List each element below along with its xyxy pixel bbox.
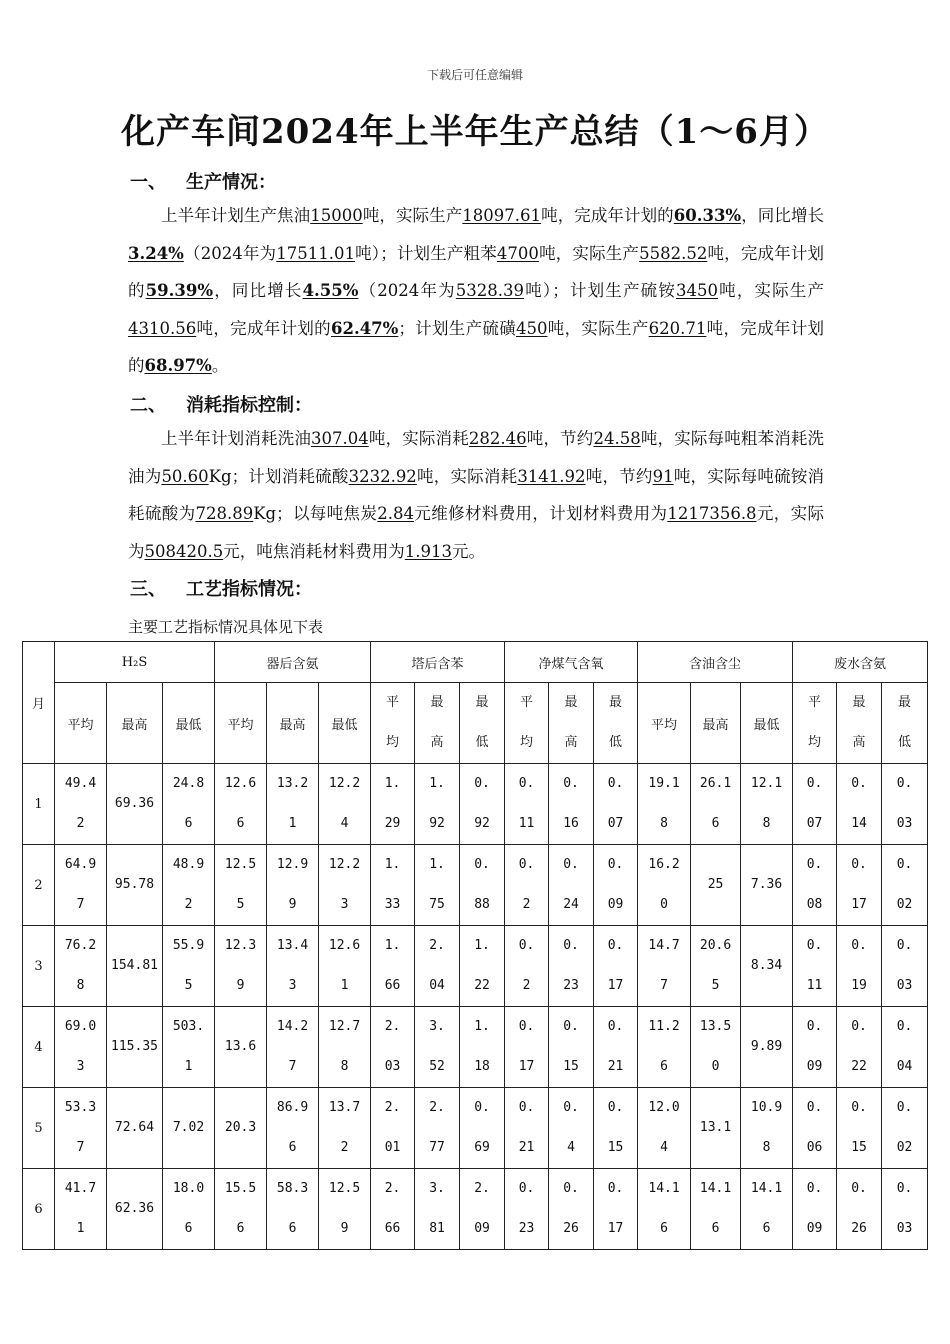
value: 68.97% [144, 356, 212, 376]
cell-value: 0.15 [607, 1100, 624, 1155]
cell-value: 0.03 [896, 776, 913, 831]
col-header-max: 最高 [549, 683, 594, 764]
table-cell [55, 926, 107, 1007]
table-cell [882, 764, 928, 845]
table-cell [163, 926, 215, 1007]
cell-value: 12.39 [224, 938, 257, 993]
table-cell [741, 1169, 793, 1250]
table-cell [594, 1169, 638, 1250]
table-row [23, 845, 928, 926]
table-cell [549, 1007, 594, 1088]
table-cell [594, 845, 638, 926]
table-cell [460, 1088, 505, 1169]
table-cell [741, 1007, 793, 1088]
cell-value: 0.21 [607, 1019, 624, 1074]
cell-value: 20.3 [224, 1120, 257, 1135]
table-row [23, 926, 928, 1007]
cell-value: 0.15 [563, 1019, 579, 1074]
col-header-max: 最高 [837, 683, 882, 764]
table-cell [319, 1007, 371, 1088]
col-header-min: 最低 [882, 683, 928, 764]
table-cell [163, 1169, 215, 1250]
table-cell [215, 926, 267, 1007]
table-row [23, 1169, 928, 1250]
table-cell [107, 1007, 163, 1088]
table-cell [415, 1007, 460, 1088]
cell-value: 0.88 [474, 857, 490, 912]
cell-value: 12.66 [224, 776, 257, 831]
cell-value: 12.99 [276, 857, 309, 912]
value: 18097.61 [462, 206, 542, 225]
cell-value: 0.69 [474, 1100, 490, 1155]
table-row [23, 1007, 928, 1088]
production-paragraph: 上半年计划生产焦油15000吨，实际生产18097.61吨，完成年计划的60.33%，同比增长3.24%（2024年为17511.01吨）；计划生产粗苯4700吨，实际生产5582.52吨，完成年计划的59.39%，同比增长4.55%（2024年为5328.39吨）；计划生产硫铵3450吨，实际生产4310.56吨，完成年计划的62.47%；计划生产硫磺450吨，实际生产620.71吨，完成年计划的68.97%。 [128, 206, 825, 376]
value: 450 [516, 318, 548, 338]
value: 620.71 [648, 318, 707, 338]
col-header-max: 最高 [107, 683, 163, 764]
cell-value: 0.2 [518, 938, 535, 993]
table-cell [55, 1007, 107, 1088]
col-header-min: 最低 [163, 683, 215, 764]
cell-value: 0.02 [896, 1100, 913, 1155]
table-row [23, 1088, 928, 1169]
group-header-wastewater-ammonia: 废水含氨 [793, 642, 928, 683]
cell-value: 12.24 [328, 776, 361, 831]
table-cell [460, 764, 505, 845]
table-cell [371, 926, 415, 1007]
cell-value: 14.16 [699, 1181, 732, 1236]
table-caption: 主要工艺指标情况具体见下表 [128, 618, 324, 636]
cell-value: 12.59 [328, 1181, 361, 1236]
month-cell: 3 [23, 926, 55, 1007]
table-cell [319, 764, 371, 845]
cell-value: 0.11 [518, 776, 535, 831]
table-cell [691, 764, 741, 845]
table-cell [107, 1088, 163, 1169]
cell-value: 0.09 [806, 1181, 823, 1236]
cell-value: 0.23 [563, 938, 579, 993]
cell-value: 0.16 [563, 776, 579, 831]
cell-value: 1.33 [384, 857, 401, 912]
table-cell [319, 926, 371, 1007]
cell-value: 95.78 [114, 877, 155, 892]
value: 3450 [676, 281, 718, 301]
table-cell [371, 1007, 415, 1088]
cell-value: 12.55 [224, 857, 257, 912]
table-body [23, 764, 928, 1250]
value: 282.46 [468, 429, 527, 448]
cell-value: 0.02 [896, 857, 913, 912]
cell-value: 53.37 [64, 1100, 97, 1155]
table-cell [837, 1007, 882, 1088]
cell-value: 18.06 [172, 1181, 205, 1236]
table-cell [837, 926, 882, 1007]
process-indicators-table [22, 641, 928, 1250]
table-cell [267, 926, 319, 1007]
cell-value: 1.75 [429, 857, 445, 912]
value: 50.60 [161, 466, 209, 486]
watermark-text: 下载后可任意编辑 [426, 68, 523, 82]
cell-value: 0.14 [851, 776, 867, 831]
section-heading-process [130, 575, 312, 601]
table-cell [793, 1169, 837, 1250]
month-cell: 1 [23, 764, 55, 845]
table-cell [793, 845, 837, 926]
table-cell [267, 764, 319, 845]
table-cell [505, 926, 549, 1007]
cell-value: 7.02 [172, 1120, 205, 1135]
table-cell [882, 1169, 928, 1250]
table-cell [319, 845, 371, 926]
value: 62.47% [331, 318, 399, 338]
cell-value: 14.16 [648, 1181, 680, 1236]
cell-value: 0.17 [607, 938, 624, 993]
cell-value: 0.26 [851, 1181, 867, 1236]
value: 728.89 [195, 504, 254, 524]
col-header-avg: 平均 [55, 683, 107, 764]
table-cell [638, 1088, 691, 1169]
table-cell [460, 1169, 505, 1250]
group-header-h2s: H₂S [55, 642, 215, 683]
month-header: 月 [23, 642, 55, 764]
table-cell [549, 926, 594, 1007]
group-header-oil-dust: 含油含尘 [638, 642, 793, 683]
cell-value: 154.81 [111, 958, 158, 973]
table-cell [691, 926, 741, 1007]
cell-value: 72.64 [114, 1120, 155, 1135]
table-cell [55, 764, 107, 845]
cell-value: 0.15 [851, 1100, 867, 1155]
section-label: 工艺指标情况： [186, 579, 312, 600]
cell-value: 58.36 [276, 1181, 309, 1236]
cell-value: 1.66 [384, 938, 401, 993]
cell-value: 13.1 [699, 1120, 732, 1135]
value: 4310.56 [128, 318, 197, 338]
table-cell [267, 1088, 319, 1169]
table-cell [741, 926, 793, 1007]
month-cell: 2 [23, 845, 55, 926]
value: 1.913 [404, 541, 452, 561]
value: 1217356.8 [667, 504, 757, 524]
value: 59.39% [145, 281, 214, 301]
table-cell [549, 764, 594, 845]
table-cell [107, 845, 163, 926]
cell-value: 69.36 [114, 796, 155, 811]
table-cell [319, 1169, 371, 1250]
table-cell [741, 1088, 793, 1169]
table-cell [549, 1088, 594, 1169]
cell-value: 12.61 [328, 938, 361, 993]
cell-value: 0.06 [806, 1100, 823, 1155]
group-header-gas-oxygen: 净煤气含氧 [505, 642, 638, 683]
cell-value: 14.77 [648, 938, 680, 993]
table-cell [793, 1007, 837, 1088]
table-cell [215, 1007, 267, 1088]
cell-value: 2.77 [429, 1100, 445, 1155]
table-cell [505, 764, 549, 845]
value: 4.55% [302, 281, 359, 301]
value: 307.04 [311, 429, 369, 448]
table-cell [882, 845, 928, 926]
cell-value: 3.81 [429, 1181, 445, 1236]
table-cell [460, 1007, 505, 1088]
cell-value: 0.03 [896, 938, 913, 993]
table-cell [793, 1088, 837, 1169]
cell-value: 16.20 [648, 857, 680, 912]
value: 60.33% [673, 206, 742, 225]
col-header-avg: 平均 [793, 683, 837, 764]
table-cell [882, 926, 928, 1007]
table-cell [691, 1088, 741, 1169]
table-cell [691, 845, 741, 926]
cell-value: 15.56 [224, 1181, 257, 1236]
cell-value: 13.43 [276, 938, 309, 993]
value: 24.58 [593, 429, 641, 448]
table-cell [460, 845, 505, 926]
cell-value: 0.04 [896, 1019, 913, 1074]
cell-value: 0.23 [518, 1181, 535, 1236]
table-cell [505, 1088, 549, 1169]
table-cell [163, 845, 215, 926]
cell-value: 49.42 [64, 776, 97, 831]
value: 3232.92 [348, 466, 417, 486]
col-header-max: 最高 [267, 683, 319, 764]
section-number: 二、 [130, 395, 166, 416]
cell-value: 10.98 [750, 1100, 783, 1155]
value: 508420.5 [144, 541, 224, 561]
document-title: 化产车间2024年上半年生产总结（1～6月） [121, 112, 829, 152]
cell-value: 1.92 [429, 776, 445, 831]
cell-value: 12.18 [750, 776, 783, 831]
cell-value: 0.4 [563, 1100, 579, 1155]
cell-value: 7.36 [750, 877, 783, 892]
value: 4700 [496, 243, 539, 263]
table-cell [55, 1169, 107, 1250]
col-header-max: 最高 [691, 683, 741, 764]
cell-value: 0.09 [806, 1019, 823, 1074]
col-header-avg: 平均 [638, 683, 691, 764]
col-header-min: 最低 [594, 683, 638, 764]
cell-value: 11.26 [648, 1019, 680, 1074]
cell-value: 0.07 [806, 776, 823, 831]
section-heading-production [130, 168, 276, 194]
table-cell [638, 845, 691, 926]
cell-value: 12.23 [328, 857, 361, 912]
value: 3141.92 [517, 466, 586, 486]
value: 17511.01 [276, 243, 355, 263]
table-cell [371, 845, 415, 926]
cell-value: 0.26 [563, 1181, 579, 1236]
table-cell [215, 764, 267, 845]
cell-value: 13.6 [224, 1039, 257, 1054]
cell-value: 0.07 [607, 776, 624, 831]
cell-value: 1.18 [474, 1019, 490, 1074]
table-cell [371, 1169, 415, 1250]
table-cell [691, 1169, 741, 1250]
table-cell [163, 764, 215, 845]
table-cell [594, 1088, 638, 1169]
col-header-avg: 平均 [505, 683, 549, 764]
cell-value: 24.86 [172, 776, 205, 831]
table-row [23, 764, 928, 845]
consumption-paragraph: 上半年计划消耗洗油307.04吨，实际消耗282.46吨，节约24.58吨，实际每吨粗苯消耗洗油为50.60Kg；计划消耗硫酸3232.92吨，实际消耗3141.92吨，节约91吨，实际每吨硫铵消耗硫酸为728.89Kg；以每吨焦炭2.84元维修材料费用，计划材料费用为1217356.8元，实际为508420.5元，吨焦消耗材料费用为1.913元。 [128, 429, 825, 561]
cell-value: 0.17 [518, 1019, 535, 1074]
section-label: 消耗指标控制： [186, 395, 312, 416]
table-cell [882, 1007, 928, 1088]
cell-value: 19.18 [648, 776, 680, 831]
section-number: 三、 [130, 579, 166, 600]
table-cell [55, 1088, 107, 1169]
cell-value: 8.34 [750, 958, 783, 973]
cell-value: 76.28 [64, 938, 97, 993]
cell-value: 12.78 [328, 1019, 361, 1074]
cell-value: 2.01 [384, 1100, 401, 1155]
cell-value: 0.17 [851, 857, 867, 912]
table-cell [215, 845, 267, 926]
cell-value: 0.22 [851, 1019, 867, 1074]
table-cell [837, 764, 882, 845]
table-cell [638, 1007, 691, 1088]
cell-value: 13.50 [699, 1019, 732, 1074]
group-header-benzene-after-tower: 塔后含苯 [371, 642, 505, 683]
cell-value: 0.92 [474, 776, 490, 831]
table-cell [594, 926, 638, 1007]
cell-value: 55.95 [172, 938, 205, 993]
col-header-avg: 平均 [215, 683, 267, 764]
cell-value: 69.03 [64, 1019, 97, 1074]
table-cell [267, 845, 319, 926]
table-cell [415, 764, 460, 845]
table-cell [107, 1169, 163, 1250]
table-cell [837, 845, 882, 926]
table-cell [594, 1007, 638, 1088]
cell-value: 64.97 [64, 857, 97, 912]
table-cell [415, 1088, 460, 1169]
col-header-min: 最低 [741, 683, 793, 764]
cell-value: 0.24 [563, 857, 579, 912]
cell-value: 0.19 [851, 938, 867, 993]
cell-value: 0.17 [607, 1181, 624, 1236]
month-cell: 5 [23, 1088, 55, 1169]
cell-value: 2.04 [429, 938, 445, 993]
cell-value: 2.03 [384, 1019, 401, 1074]
table-cell [163, 1007, 215, 1088]
col-header-max: 最高 [415, 683, 460, 764]
table-cell [549, 1169, 594, 1250]
cell-value: 41.71 [64, 1181, 97, 1236]
value: 5328.39 [455, 281, 525, 301]
cell-value: 2.66 [384, 1181, 401, 1236]
cell-value: 12.04 [648, 1100, 680, 1155]
table-cell [107, 926, 163, 1007]
table-cell [505, 845, 549, 926]
table-cell [549, 845, 594, 926]
table-cell [215, 1169, 267, 1250]
cell-value: 503.1 [172, 1019, 205, 1074]
table-cell [882, 1088, 928, 1169]
section-heading-consumption [130, 391, 312, 417]
table-cell [371, 1088, 415, 1169]
cell-value: 0.03 [896, 1181, 913, 1236]
table-cell [594, 764, 638, 845]
cell-value: 14.27 [276, 1019, 309, 1074]
table-cell [163, 1088, 215, 1169]
cell-value: 0.08 [806, 857, 823, 912]
table-cell [638, 764, 691, 845]
group-header-ammonia-after: 器后含氨 [215, 642, 371, 683]
cell-value: 14.16 [750, 1181, 783, 1236]
table-cell [415, 926, 460, 1007]
value: 2.84 [377, 504, 415, 524]
table-cell [837, 1088, 882, 1169]
table-cell [793, 764, 837, 845]
cell-value: 13.72 [328, 1100, 361, 1155]
section-number: 一、 [130, 172, 166, 193]
table-cell [371, 764, 415, 845]
cell-value: 3.52 [429, 1019, 445, 1074]
cell-value: 0.09 [607, 857, 624, 912]
cell-value: 25 [707, 877, 724, 892]
cell-value: 1.22 [474, 938, 490, 993]
cell-value: 0.2 [518, 857, 535, 912]
cell-value: 13.21 [276, 776, 309, 831]
table-cell [691, 1007, 741, 1088]
table-cell [837, 1169, 882, 1250]
table-cell [415, 845, 460, 926]
table-cell [505, 1169, 549, 1250]
cell-value: 0.11 [806, 938, 823, 993]
col-header-avg: 平均 [371, 683, 415, 764]
value: 15000 [310, 206, 363, 225]
table-cell [741, 764, 793, 845]
cell-value: 86.96 [276, 1100, 309, 1155]
table-cell [460, 926, 505, 1007]
value: 3.24% [128, 243, 184, 263]
table-cell [215, 1088, 267, 1169]
col-header-min: 最低 [319, 683, 371, 764]
table-cell [319, 1088, 371, 1169]
cell-value: 1.29 [384, 776, 401, 831]
table-cell [793, 926, 837, 1007]
section-label: 生产情况： [186, 172, 276, 193]
cell-value: 26.16 [699, 776, 732, 831]
table-cell [741, 845, 793, 926]
month-cell: 6 [23, 1169, 55, 1250]
table-cell [107, 764, 163, 845]
table-cell [638, 926, 691, 1007]
table-cell [267, 1169, 319, 1250]
cell-value: 115.35 [111, 1039, 158, 1054]
col-header-min: 最低 [460, 683, 505, 764]
value: 91 [652, 466, 674, 486]
cell-value: 62.36 [114, 1201, 155, 1216]
table-cell [505, 1007, 549, 1088]
month-cell: 4 [23, 1007, 55, 1088]
value: 5582.52 [639, 243, 708, 263]
table-cell [267, 1007, 319, 1088]
cell-value: 48.92 [172, 857, 205, 912]
cell-value: 0.21 [518, 1100, 535, 1155]
cell-value: 9.89 [750, 1039, 783, 1054]
table-cell [415, 1169, 460, 1250]
cell-value: 20.65 [699, 938, 732, 993]
table-cell [638, 1169, 691, 1250]
cell-value: 2.09 [474, 1181, 490, 1236]
table-cell [55, 845, 107, 926]
